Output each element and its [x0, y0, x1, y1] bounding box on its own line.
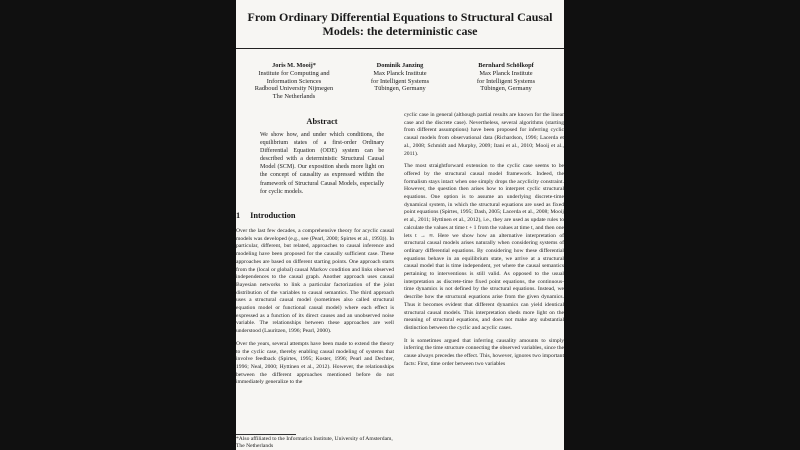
paragraph: The most straightforward extension to the cyclic case seems to be offered by the structural causal model framework. Indeed, the formalism stays intact when one simply drops the acyclicity constraint. However, the question then arises how to interpret cyclic structural equations. One option is to assume an underlying discrete-time dynamical system, in which the structural equations are used as fixed point equations (Spirtes, 1995; Dash, 2005; Lacerda et al., 2008; Mooij et al., 2011; Hyttinen et al., 2012), i.e., they are used as update rules to calculate the values at time t + 1 from the values at time t, and then one lets t → ∞. Here we show how an alternative interpretation of structural causal models arises naturally when considering systems of ordinary differential equations. By considering how these differential equations behave in an equilibrium state, we arrive at a structural causal model that is time independent, yet where the causal semantics pertaining to interventions is still valid. As opposed to the usual interpretation as discrete-time fixed point equations, the continuous-time dynamics is not defined by the structural equations. Instead, we describe how the structural equations arise from the given dynamics. Thus it becomes evident that different dynamics can yield identical structural causal models. This interpretation sheds more light on the meaning of structural equations, and does not make any substantial distinction between the cyclic and acyclic cases. — [404, 163, 564, 331]
paragraph: Over the last few decades, a comprehensive theory for acyclic causal models was developed (e.g., see (Pearl, 2000; Spirtes et al., 1993)). In particular, different, but related, approaches to causal inference and modeling have been proposed for the causally sufficient case. These approaches are based on different starting points. One approach starts from the (local or global) causal Markov condition and links observed independences to the causal graph. Another approach uses causal Bayesian networks to link a particular factorization of the joint distribution of the variables to causal semantics. The third approach uses a structural causal model (sometimes also called structural equation model or functional causal model) where each effect is expressed as a function of its direct causes and an unobserved noise variable. The relationships between these approaches are well understood (Lauritzen, 1996; Pearl, 2000). — [236, 228, 394, 335]
author-affiliation: for Intelligent Systems — [370, 77, 430, 85]
author-affiliation: for Intelligent Systems — [476, 77, 536, 85]
author-affiliation: Institute for Computing and — [258, 69, 330, 77]
title-rule — [236, 48, 564, 49]
abstract-title: Abstract — [306, 117, 338, 126]
author-name: Dominik Janzing — [376, 62, 424, 69]
footnote: *Also affiliated to the Informatics Institute, University of Amsterdam, The Netherlands — [236, 436, 393, 450]
author-affiliation: The Netherlands — [272, 93, 316, 101]
author-affiliation: Tübingen, Germany — [374, 85, 426, 93]
paper-page — [236, 0, 564, 450]
author-affiliation: Max Planck Institute — [479, 69, 533, 77]
author-block — [239, 62, 349, 101]
left-column — [236, 228, 394, 392]
author-block — [345, 62, 455, 93]
author-affiliation: Radboud University Nijmegen — [254, 85, 334, 93]
paragraph: cyclic case in general (although partial results are known for the linear case and the discrete case). Nevertheless, several algorithms (starting from different assumptions) have been proposed for inferring cyclic causal models from observational data (Richardson, 1996; Lacerda et al., 2008; Schmidt and Murphy, 2009; Itani et al., 2010; Mooij et al., 2011). — [404, 112, 564, 157]
section-number: 1 — [236, 211, 241, 220]
section-heading — [236, 211, 402, 220]
abstract-body: We show how, and under which conditions, the equilibrium states of a first-order Ordinary Differential Equation (ODE) system can be described with a deterministic Structural Causal Model (SCM). Our exposition sheds more light on the concept of causality as expressed within the framework of Structural Causal Models, especially for cyclic models. — [260, 132, 384, 195]
author-block — [451, 62, 561, 93]
footnote-rule — [236, 434, 296, 435]
author-affiliation: Tübingen, Germany — [480, 85, 532, 93]
right-column — [404, 112, 564, 374]
author-name: Bernhard Schölkopf — [478, 62, 534, 69]
author-affiliation: Max Planck Institute — [373, 69, 427, 77]
paper-title: From Ordinary Differential Equations to Structural Causal Models: the deterministic case — [247, 10, 553, 38]
author-name: Joris M. Mooij* — [272, 62, 316, 69]
author-affiliation: Information Sciences — [266, 77, 322, 85]
paragraph: It is sometimes argued that inferring causality amounts to simply inferring the time structure connecting the observed variables, since the cause always precedes the effect. This, however, ignores two important facts: First, time order between two variables — [404, 337, 564, 367]
section-title: Introduction — [250, 211, 296, 220]
paragraph: Over the years, several attempts have been made to extend the theory to the cyclic case, thereby enabling causal modeling of systems that involve feedback (Spirtes, 1995; Koster, 1996; Pearl and Dechter, 1996; Neal, 2000; Hyttinen et al., 2012). However, the relationships between the different approaches mentioned before do not immediately generalize to the — [236, 340, 394, 386]
